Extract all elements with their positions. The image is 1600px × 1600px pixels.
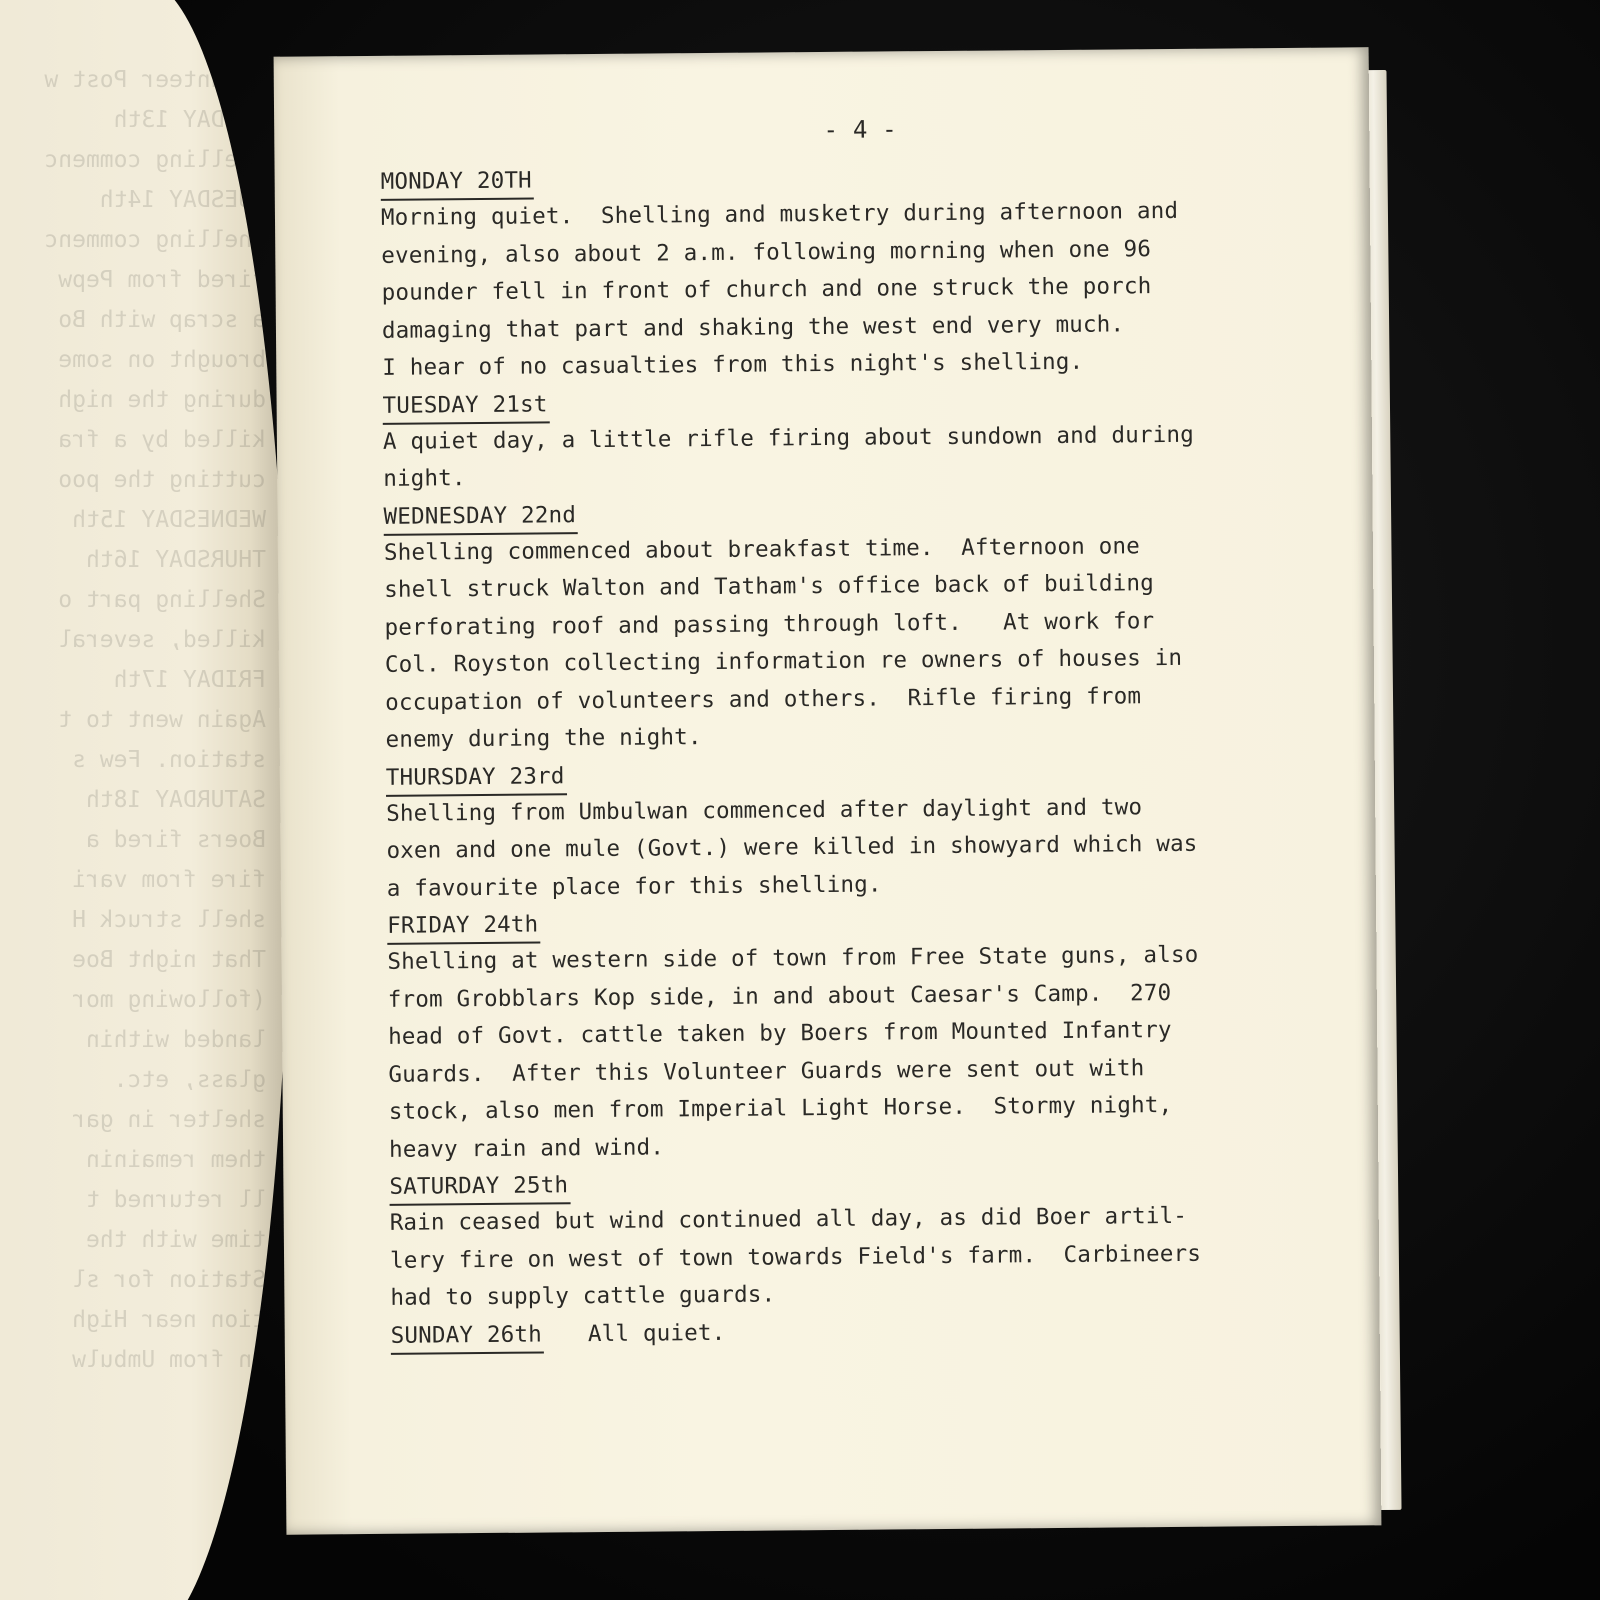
entry-date-heading: WEDNESDAY 22nd <box>383 498 578 536</box>
show-through-line: them remainin <box>85 1147 266 1173</box>
entry-date-heading: THURSDAY 23rd <box>386 759 567 797</box>
entry-text-line: pounder fell in front of church and one struck the porch <box>381 273 1152 306</box>
show-through-line: a scrap with Bo <box>58 307 266 333</box>
diary-entry <box>389 1161 1310 1318</box>
entry-text-line: occupation of volunteers and others. Rifle firing from <box>385 682 1142 716</box>
entry-text-line: shell struck Walton and Tatham's office back of building <box>384 570 1155 603</box>
show-through-line: time with the <box>85 1227 266 1253</box>
show-through-line: Shelling commenc <box>44 227 266 253</box>
entry-text-line: evening, also about 2 a.m. following morning when one 96 <box>381 235 1152 269</box>
show-through-line: WEDNESDAY 15th <box>72 507 266 533</box>
diary-entry <box>391 1309 1311 1353</box>
entry-text-line: Guards. After this Volunteer Guards were sent out with <box>388 1054 1145 1088</box>
typed-text <box>380 96 1311 1353</box>
show-through-line: (following mor <box>72 987 266 1013</box>
show-through-line: Again went to t <box>58 707 266 733</box>
show-through-line: shell struck H <box>72 907 266 933</box>
entry-date-heading: SATURDAY 25th <box>389 1168 570 1206</box>
show-through-line: fired from Pepw <box>58 267 266 293</box>
entry-text-line: oxen and one mule (Govt.) were killed in showyard which was <box>386 830 1198 864</box>
diary-entry <box>381 156 1303 388</box>
entry-text-line: lery fire on west of town towards Field's farm. Carbineers <box>389 1240 1202 1274</box>
left-page <box>0 0 290 1600</box>
entry-date-heading: MONDAY 20TH <box>381 164 535 201</box>
entry-text-line: had to supply cattle guards. <box>390 1281 776 1311</box>
entry-inline-text: All quiet. <box>587 1319 726 1347</box>
show-through-line: tion near High <box>72 1307 266 1333</box>
diary-entry <box>382 379 1303 498</box>
show-through-line: cutting the poo <box>58 467 266 493</box>
entry-text-line: Rain ceased but wind continued all day, as did Boer artil- <box>389 1202 1188 1236</box>
entry-text-line: enemy during the night. <box>385 724 702 753</box>
entry-text-line: stock, also men from Imperial Light Horse. Stormy night, <box>388 1092 1173 1125</box>
show-through-line: landed within <box>85 1027 266 1053</box>
show-through-line: Shelling part o <box>58 587 266 613</box>
entry-text-line: Col. Royston collecting information re owners of houses in <box>384 644 1183 678</box>
entry-text-line: Shelling from Umbulwan commenced after daylight and two <box>386 793 1143 827</box>
entry-text-line: damaging that part and shaking the west end very much. <box>381 310 1125 344</box>
show-through-line: TUESDAY 14th <box>99 187 266 213</box>
show-through-line: shelter in gar <box>72 1107 266 1133</box>
show-through-line: station. Few s <box>72 747 266 773</box>
show-through-line: SATURDAY 18th <box>85 787 266 813</box>
entry-date-heading: FRIDAY 24th <box>387 908 541 945</box>
entry-text-line: A quiet day, a little rifle firing about sundown and during <box>382 421 1195 455</box>
entry-text-line: from Grobblars Kop side, in and about Caesar's Camp. 270 <box>387 979 1172 1013</box>
diary-entry <box>387 900 1309 1169</box>
show-through-line: Boers fired a <box>85 827 266 853</box>
diary-entries <box>381 156 1311 1353</box>
show-through-line: killed, several <box>58 627 266 653</box>
show-through-line: killed by a fra <box>58 427 266 453</box>
entry-text-line: perforating roof and passing through loft. At work for <box>384 607 1155 641</box>
entry-text-line: Morning quiet. Shelling and musketry during afternoon and <box>380 197 1179 231</box>
show-through-line: Volunteer Post w <box>44 67 266 93</box>
show-through-line: ll returned t <box>85 1187 266 1213</box>
entry-text-line: a favourite place for this shelling. <box>386 871 882 902</box>
entry-text-line: Shelling at western side of town from Free State guns, also <box>387 941 1199 975</box>
entry-text-line: head of Govt. cattle taken by Boers from Mounted Infantry <box>388 1017 1172 1050</box>
page-number: - 4 - <box>823 115 897 145</box>
show-through-line: glass, etc. <box>113 1067 266 1093</box>
show-through-line: THURSDAY 16th <box>85 547 266 573</box>
show-through-line: FRIDAY 17th <box>113 667 266 693</box>
right-page <box>274 47 1382 1534</box>
show-through-line: That night Boe <box>72 947 266 973</box>
show-through-line: Station for sl <box>72 1267 266 1293</box>
entry-text-line: I hear of no casualties from this night's shelling. <box>382 348 1084 381</box>
show-through-line: MONDAY 13th <box>113 107 266 133</box>
show-through-line: Shelling commenc <box>44 147 266 173</box>
show-through-line: in from Umbulw <box>72 1347 266 1373</box>
show-through-line: fire from vari <box>72 867 266 893</box>
diary-entry <box>386 751 1307 908</box>
entry-text-line: heavy rain and wind. <box>388 1133 665 1163</box>
show-through-text <box>6 60 266 1380</box>
entry-date-heading: TUESDAY 21st <box>382 387 549 424</box>
entry-date-heading: SUNDAY 26th <box>391 1317 545 1354</box>
entry-heading-line <box>391 1309 1311 1353</box>
entry-text-line: night. <box>383 465 466 492</box>
show-through-line: during the nigh <box>58 387 266 413</box>
show-through-line: brought on some <box>58 347 266 373</box>
diary-entry <box>383 490 1305 759</box>
entry-text-line: Shelling commenced about breakfast time. Afternoon one <box>383 532 1141 566</box>
